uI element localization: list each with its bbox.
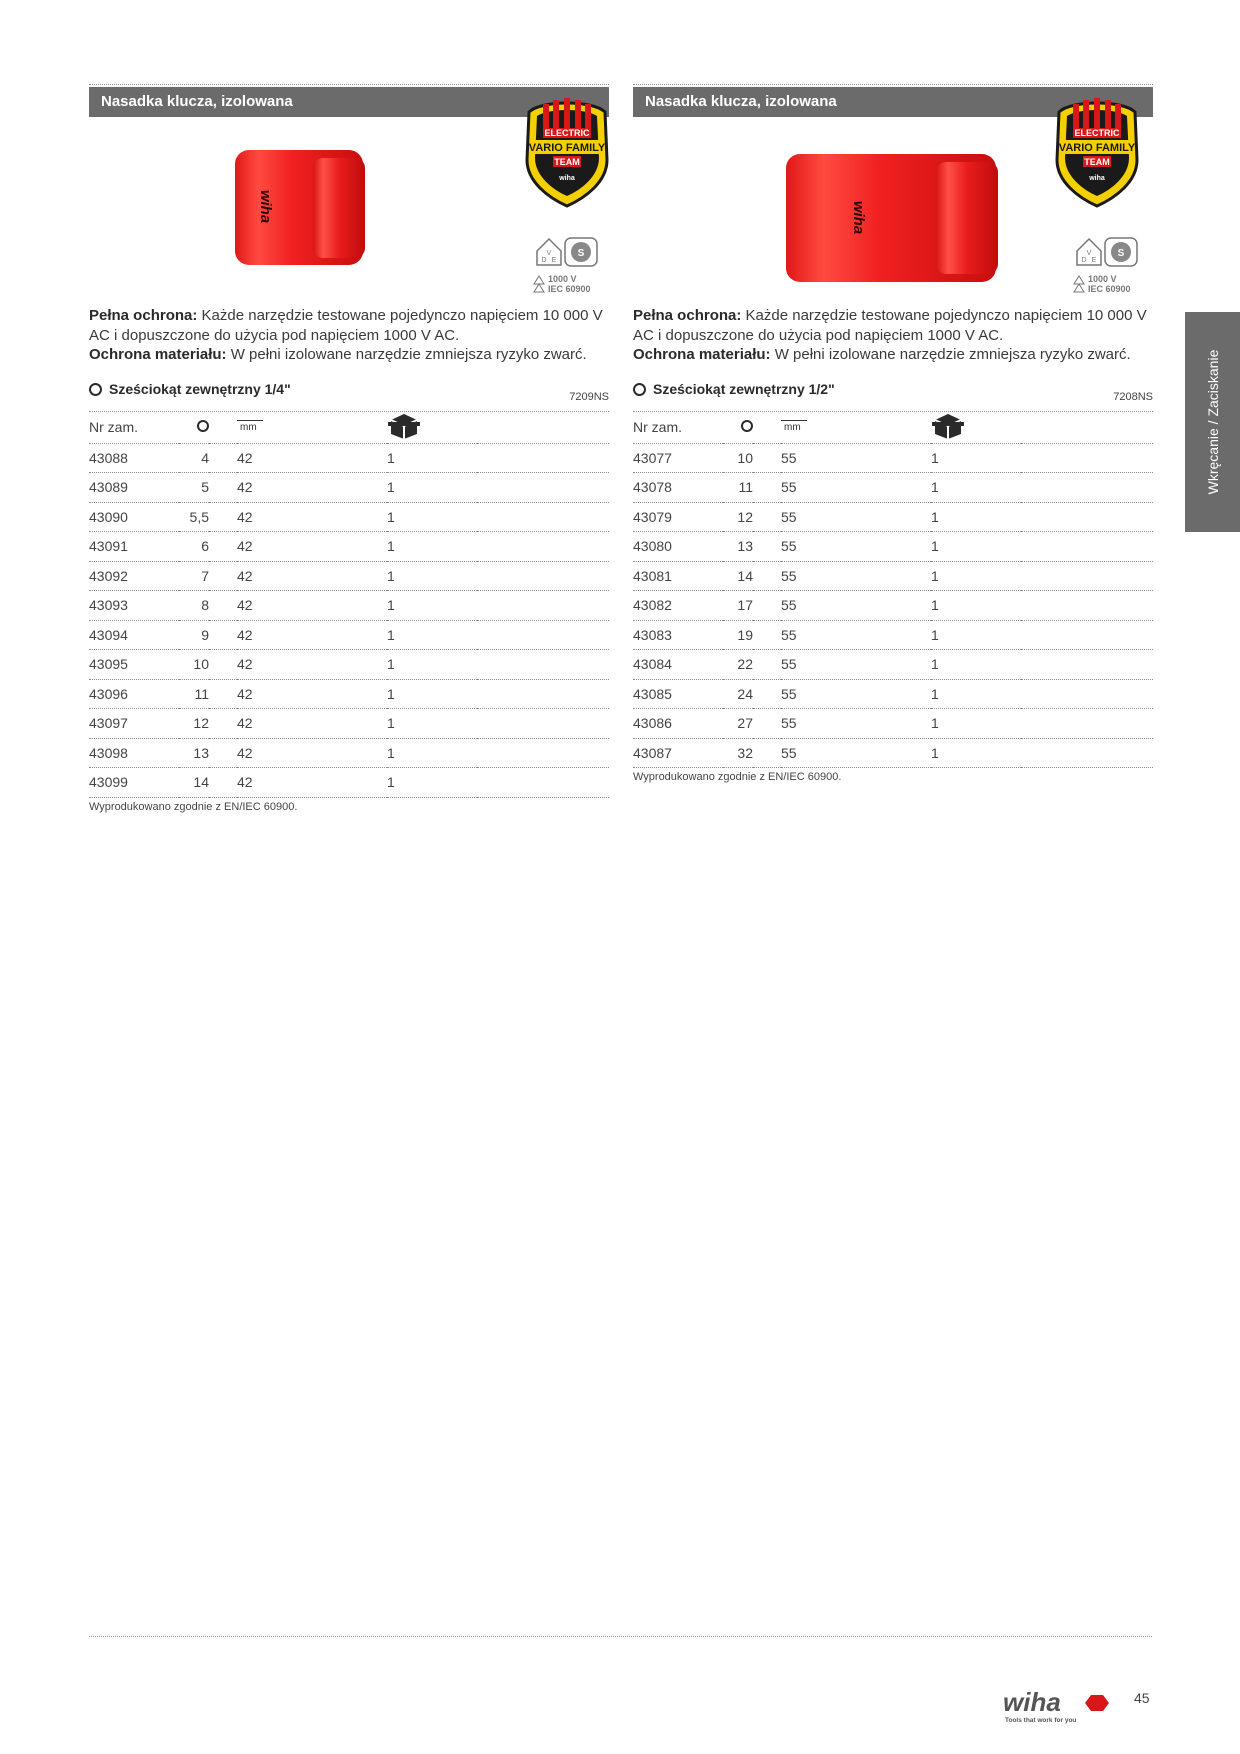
col-order-number: Nr zam. xyxy=(89,412,179,444)
cell-pack-qty: 1 xyxy=(931,650,1021,680)
cell-size: 19 xyxy=(723,620,753,650)
article-code: 7208NS xyxy=(1113,390,1153,403)
size-icon xyxy=(723,412,753,444)
cell-size: 10 xyxy=(723,443,753,473)
cell-pack-qty: 1 xyxy=(387,768,477,798)
table-row xyxy=(89,532,609,562)
package-icon xyxy=(931,412,1021,444)
cell-length: 55 xyxy=(781,650,931,680)
table-row xyxy=(633,709,1153,739)
table-row xyxy=(89,620,609,650)
vde-gs-icon xyxy=(1073,235,1141,269)
cell-length: 42 xyxy=(237,591,387,621)
product-description: Pełna ochrona: Każde narzędzie testowane pojedynczo napięciem 10 000 V AC i dopuszczone do użycia pod napięciem 1000 V AC. Ochrona materiału: W pełni izolowane narzędzie zmniejsza ryzyko zwarć. xyxy=(633,307,1147,363)
svg-text:ELECTRIC: ELECTRIC xyxy=(1074,128,1120,138)
cell-pack-qty: 1 xyxy=(931,561,1021,591)
voltage-label: 1000 V xyxy=(548,274,577,284)
cell-size: 14 xyxy=(723,561,753,591)
cell-order-number: 43085 xyxy=(633,679,723,709)
cell-size: 5,5 xyxy=(179,502,209,532)
svg-text:VARIO FAMILY: VARIO FAMILY xyxy=(1058,142,1136,154)
table-row xyxy=(633,738,1153,768)
cell-length: 55 xyxy=(781,679,931,709)
hexagon-icon xyxy=(89,383,102,396)
chapter-tab[interactable] xyxy=(1185,312,1240,532)
cell-size: 8 xyxy=(179,591,209,621)
cell-size: 12 xyxy=(723,502,753,532)
table-header xyxy=(89,412,609,444)
cell-size: 14 xyxy=(179,768,209,798)
cell-length: 55 xyxy=(781,709,931,739)
cell-pack-qty: 1 xyxy=(931,591,1021,621)
vde-gs-icon xyxy=(533,235,601,269)
cell-length: 55 xyxy=(781,591,931,621)
table-row xyxy=(89,768,609,798)
cell-pack-qty: 1 xyxy=(931,620,1021,650)
cell-order-number: 43086 xyxy=(633,709,723,739)
cell-length: 55 xyxy=(781,502,931,532)
cell-length: 42 xyxy=(237,650,387,680)
cell-size: 17 xyxy=(723,591,753,621)
table-row xyxy=(633,650,1153,680)
cell-pack-qty: 1 xyxy=(387,679,477,709)
table-row xyxy=(89,473,609,503)
cell-order-number: 43098 xyxy=(89,738,179,768)
svg-text:V: V xyxy=(1086,250,1092,257)
table-row xyxy=(633,561,1153,591)
package-icon xyxy=(387,412,477,444)
team-badge-icon xyxy=(521,90,613,208)
table-row xyxy=(89,709,609,739)
socket-image xyxy=(786,154,996,282)
col-order-number: Nr zam. xyxy=(633,412,723,444)
cell-size: 11 xyxy=(723,473,753,503)
cell-order-number: 43084 xyxy=(633,650,723,680)
cell-size: 4 xyxy=(179,443,209,473)
cell-pack-qty: 1 xyxy=(387,620,477,650)
wiha-logo-icon xyxy=(1003,1687,1113,1727)
cell-length: 55 xyxy=(781,620,931,650)
svg-text:TEAM: TEAM xyxy=(554,157,580,167)
cell-size: 13 xyxy=(179,738,209,768)
cell-order-number: 43097 xyxy=(89,709,179,739)
article-code: 7209NS xyxy=(569,390,609,403)
svg-text:Tools that work for you: Tools that work for you xyxy=(1005,1717,1077,1724)
table-row xyxy=(633,679,1153,709)
cell-size: 7 xyxy=(179,561,209,591)
cell-order-number: 43082 xyxy=(633,591,723,621)
cell-size: 24 xyxy=(723,679,753,709)
footer-divider xyxy=(89,1636,1152,1637)
table-row xyxy=(633,473,1153,503)
section-subheading: Sześciokąt zewnętrzny 1/2" 7208NS xyxy=(633,381,1153,412)
table-row xyxy=(633,620,1153,650)
cell-order-number: 43099 xyxy=(89,768,179,798)
cell-pack-qty: 1 xyxy=(931,709,1021,739)
cell-length: 42 xyxy=(237,620,387,650)
table-row xyxy=(633,532,1153,562)
cell-pack-qty: 1 xyxy=(931,679,1021,709)
product-description: Pełna ochrona: Każde narzędzie testowane pojedynczo napięciem 10 000 V AC i dopuszczone do użycia pod napięciem 1000 V AC. Ochrona materiału: W pełni izolowane narzędzie zmniejsza ryzyko zwarć. xyxy=(89,307,603,363)
cell-order-number: 43078 xyxy=(633,473,723,503)
cell-pack-qty: 1 xyxy=(387,591,477,621)
cell-order-number: 43090 xyxy=(89,502,179,532)
cell-size: 22 xyxy=(723,650,753,680)
cell-pack-qty: 1 xyxy=(387,709,477,739)
cell-length: 42 xyxy=(237,738,387,768)
cell-order-number: 43080 xyxy=(633,532,723,562)
cell-order-number: 43079 xyxy=(633,502,723,532)
svg-text:ELECTRIC: ELECTRIC xyxy=(544,128,590,138)
svg-text:wiha: wiha xyxy=(1003,1687,1061,1717)
cell-order-number: 43094 xyxy=(89,620,179,650)
table-row xyxy=(89,738,609,768)
cell-size: 11 xyxy=(179,679,209,709)
cell-pack-qty: 1 xyxy=(931,443,1021,473)
table-row xyxy=(89,650,609,680)
cell-pack-qty: 1 xyxy=(931,532,1021,562)
chapter-tab-label: Wkręcanie / Zaciskanie xyxy=(1204,349,1221,495)
cell-length: 42 xyxy=(237,443,387,473)
product-photo xyxy=(633,117,1153,292)
cell-length: 55 xyxy=(781,532,931,562)
socket-logo: wiha xyxy=(257,189,275,224)
cell-order-number: 43088 xyxy=(89,443,179,473)
cell-order-number: 43081 xyxy=(633,561,723,591)
certification-marks xyxy=(533,235,603,294)
cell-pack-qty: 1 xyxy=(931,738,1021,768)
table-header xyxy=(633,412,1153,444)
length-icon: mm xyxy=(237,412,387,444)
svg-text:TEAM: TEAM xyxy=(1084,157,1110,167)
certification-marks xyxy=(1073,235,1143,294)
cell-pack-qty: 1 xyxy=(931,473,1021,503)
cell-length: 42 xyxy=(237,709,387,739)
cell-pack-qty: 1 xyxy=(387,502,477,532)
cell-order-number: 43096 xyxy=(89,679,179,709)
product-table xyxy=(89,412,609,798)
cell-size: 5 xyxy=(179,473,209,503)
svg-text:E: E xyxy=(551,257,557,264)
cell-pack-qty: 1 xyxy=(387,738,477,768)
cell-size: 12 xyxy=(179,709,209,739)
table-row xyxy=(89,443,609,473)
divider xyxy=(633,84,1153,85)
page-number: 45 xyxy=(1134,1690,1150,1706)
standard-note: Wyprodukowano zgodnie z EN/IEC 60900. xyxy=(89,800,298,813)
product-title: Nasadka klucza, izolowana xyxy=(633,87,1153,117)
cell-order-number: 43093 xyxy=(89,591,179,621)
table-row xyxy=(89,561,609,591)
cell-size: 13 xyxy=(723,532,753,562)
cell-length: 42 xyxy=(237,561,387,591)
cell-length: 42 xyxy=(237,473,387,503)
svg-text:wiha: wiha xyxy=(559,175,575,182)
svg-text:S: S xyxy=(1117,248,1125,259)
socket-image xyxy=(235,150,363,265)
cell-size: 6 xyxy=(179,532,209,562)
standard-note: Wyprodukowano zgodnie z EN/IEC 60900. xyxy=(633,771,842,783)
svg-text:VARIO FAMILY: VARIO FAMILY xyxy=(528,142,606,154)
cell-order-number: 43087 xyxy=(633,738,723,768)
svg-text:V: V xyxy=(546,250,552,257)
voltage-label: 1000 V xyxy=(1088,274,1117,284)
cell-pack-qty: 1 xyxy=(931,502,1021,532)
svg-text:D: D xyxy=(1081,257,1087,264)
cell-length: 55 xyxy=(781,443,931,473)
svg-text:D: D xyxy=(541,257,547,264)
product-photo xyxy=(89,117,609,292)
table-row xyxy=(633,591,1153,621)
socket-logo: wiha xyxy=(850,200,868,235)
cell-length: 42 xyxy=(237,768,387,798)
cell-pack-qty: 1 xyxy=(387,650,477,680)
standard-label: IEC 60900 xyxy=(1088,284,1131,294)
size-icon xyxy=(179,412,209,444)
length-icon: mm xyxy=(781,412,931,444)
cell-pack-qty: 1 xyxy=(387,532,477,562)
cell-order-number: 43077 xyxy=(633,443,723,473)
cell-order-number: 43091 xyxy=(89,532,179,562)
standard-label: IEC 60900 xyxy=(548,284,591,294)
cell-length: 42 xyxy=(237,679,387,709)
cell-order-number: 43092 xyxy=(89,561,179,591)
svg-text:wiha: wiha xyxy=(1089,175,1105,182)
cell-length: 55 xyxy=(781,738,931,768)
cell-length: 42 xyxy=(237,532,387,562)
team-badge-icon xyxy=(1051,90,1143,208)
table-row xyxy=(633,443,1153,473)
table-row xyxy=(633,502,1153,532)
cell-order-number: 43083 xyxy=(633,620,723,650)
cell-size: 27 xyxy=(723,709,753,739)
cell-pack-qty: 1 xyxy=(387,473,477,503)
svg-text:E: E xyxy=(1091,257,1097,264)
product-left xyxy=(89,87,609,813)
cell-size: 10 xyxy=(179,650,209,680)
table-row xyxy=(89,679,609,709)
table-row xyxy=(89,502,609,532)
cell-order-number: 43095 xyxy=(89,650,179,680)
hexagon-icon xyxy=(633,383,646,396)
product-table xyxy=(633,412,1153,769)
cell-length: 55 xyxy=(781,473,931,503)
cell-size: 9 xyxy=(179,620,209,650)
cell-order-number: 43089 xyxy=(89,473,179,503)
svg-text:S: S xyxy=(577,248,585,259)
cell-pack-qty: 1 xyxy=(387,443,477,473)
section-subheading: Sześciokąt zewnętrzny 1/4" 7209NS xyxy=(89,381,609,412)
cell-length: 42 xyxy=(237,502,387,532)
cell-pack-qty: 1 xyxy=(387,561,477,591)
table-row xyxy=(89,591,609,621)
divider xyxy=(89,84,609,85)
product-title: Nasadka klucza, izolowana xyxy=(89,87,609,117)
cell-length: 55 xyxy=(781,561,931,591)
product-right xyxy=(633,87,1153,783)
cell-size: 32 xyxy=(723,738,753,768)
